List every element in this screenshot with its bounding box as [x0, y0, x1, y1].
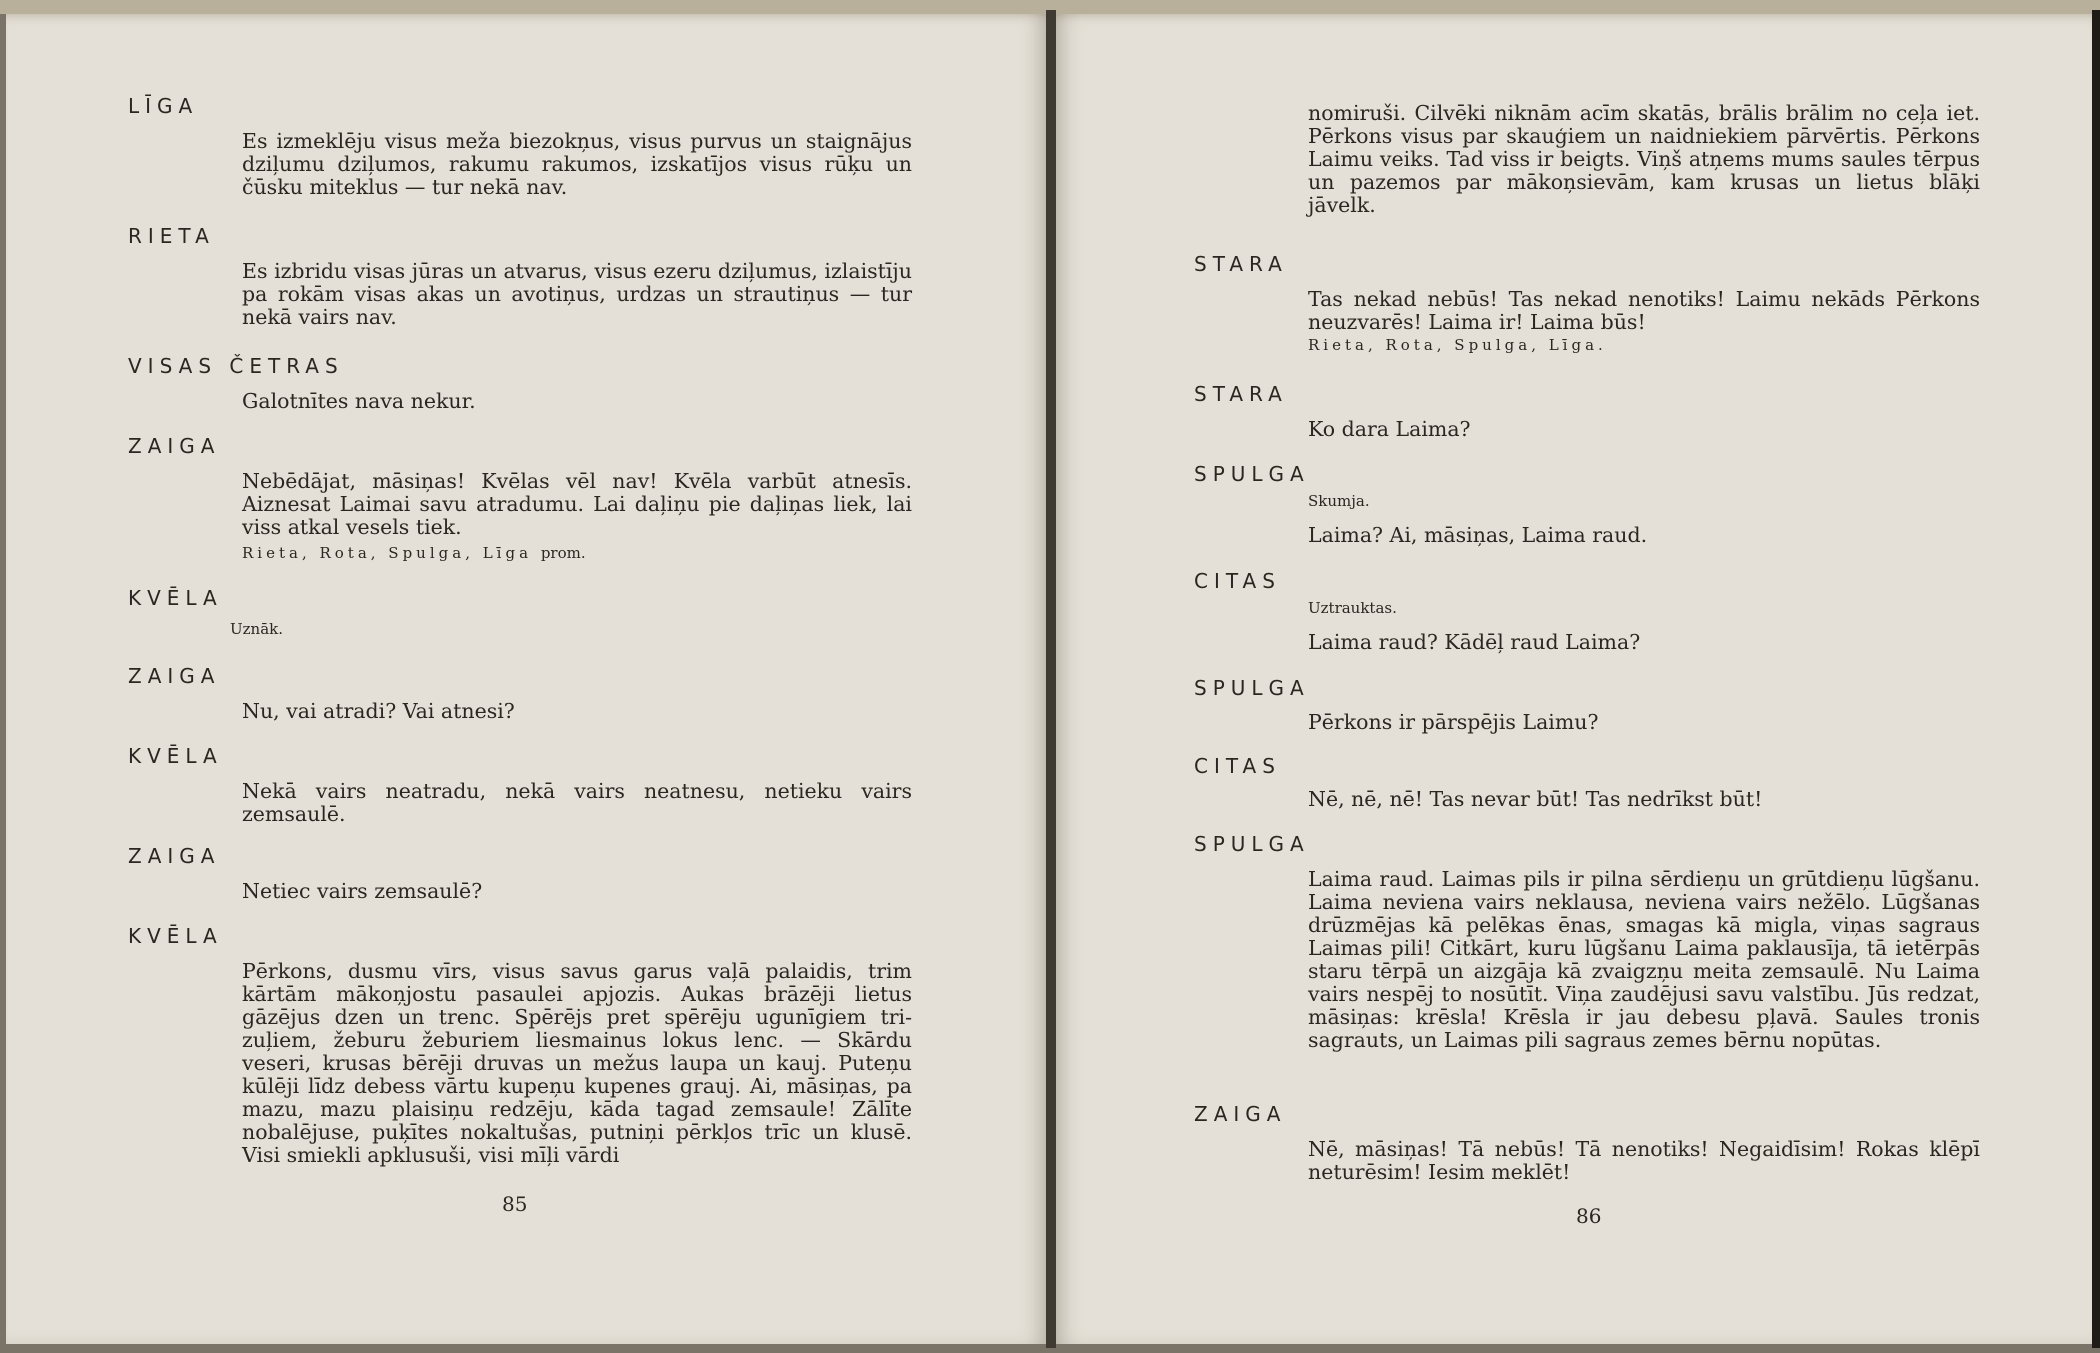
- speech-text: Ko dara Laima?: [1308, 417, 1471, 441]
- speaker-name: VISAS ČETRAS: [128, 354, 344, 378]
- speech-text: Nebēdājat, māsiņas! Kvēlas vēl nav! Kvēla varbūt atnesīs. Aiznesat Laimai savu atradumu. Lai daļiņu pie daļiņas liek, lai viss atkal vesels tiek.: [242, 469, 912, 539]
- speech-text: Nu, vai atradi? Vai atnesi?: [242, 699, 515, 723]
- speech-text: Es izbridu visas jūras un atvarus, visus ezeru dziļumus, izlaistīju pa rokām visas akas un avotiņus, urdzas un strautiņus — tur nekā vairs nav.: [242, 259, 912, 329]
- speech-text: Laima? Ai, māsiņas, Laima raud.: [1308, 523, 1648, 547]
- page-number: 86: [1576, 1204, 1602, 1228]
- speech-text: Nē, nē, nē! Tas nevar būt! Tas nedrīkst būt!: [1308, 787, 1763, 811]
- right-page: [1056, 14, 2092, 1344]
- speaker-name: LĪGA: [128, 94, 199, 118]
- speaker-name: STARA: [1194, 252, 1288, 276]
- speaker-name: SPULGA: [1194, 676, 1310, 700]
- stage-action: prom.: [540, 544, 586, 562]
- stage-note: Uztrauktas.: [1308, 599, 1397, 617]
- speaker-name: STARA: [1194, 382, 1288, 406]
- speech-text: Netiec vairs zemsaulē?: [242, 879, 483, 903]
- speaker-name: ZAIGA: [128, 434, 221, 458]
- speaker-name: CITAS: [1194, 569, 1281, 593]
- stage-direction: [242, 544, 586, 562]
- book-cover-edge: [2092, 10, 2100, 1348]
- stage-names: Rieta, Rota, Spulga, Līga: [242, 544, 533, 562]
- stage-direction: Rieta, Rota, Spulga, Līga.: [1308, 336, 1607, 354]
- book-spine: [1046, 10, 1056, 1348]
- speaker-name: ZAIGA: [1194, 1102, 1287, 1126]
- speaker-name: KVĒLA: [128, 586, 223, 610]
- speaker-name: SPULGA: [1194, 832, 1310, 856]
- speech-text: Laima raud. Laimas pils ir pilna sērdieņu un grūtdieņu lūgšanu. Laima neviena vairs neklausa, neviena vairs nežēlo. Lūgšanas drūzmējas kā pelēkas ēnas, smagas kā migla, viņas sagraus Laimas pili! Citkārt, kuru lūgšanu Laima paklausīja, tā ietērpās staru tērpā un aizgāja kā zvaigzņu meita zemsaulē. Nu Laima vairs nespēj to nosūtīt. Viņa zaudējusi savu valstību. Jūs redzat, māsiņas: krēsla! Krēsla ir jau debesu pļavā. Saules tronis sagrauts, un Laimas pili sagraus zemes bērnu nopūtas.: [1308, 867, 1980, 1052]
- speaker-name: ZAIGA: [128, 844, 221, 868]
- speaker-name: ZAIGA: [128, 664, 221, 688]
- stage-note: Skumja.: [1308, 492, 1370, 510]
- speech-text: Galotnītes nava nekur.: [242, 389, 476, 413]
- speech-text-continuation: nomiruši. Cilvēki niknām acīm skatās, brālis brālim no ceļa iet. Pērkons visus par skauģiem un naidniekiem pārvērtis. Pērkons Laimu veiks. Tad viss ir beigts. Viņš atņems mums saules tērpus un pazemos par mākoņsievām, kam krusas un lietus blāķi jāvelk.: [1308, 101, 1980, 217]
- speaker-name: KVĒLA: [128, 924, 223, 948]
- stage-note: Uznāk.: [230, 620, 284, 638]
- speaker-name: CITAS: [1194, 754, 1281, 778]
- speech-text: Nē, māsiņas! Tā nebūs! Tā nenotiks! Negaidīsim! Rokas klēpī neturēsim! Iesim meklēt!: [1308, 1137, 1980, 1184]
- speech-text: Pērkons, dusmu vīrs, visus savus garus vaļā palaidis, trim kārtām mākoņjostu pasaulei apjozis. Aukas brāzēji lietus gāzējus dzen un trenc. Spērējs pret spērēju ugunīgiem trizuļiem, žeburu žeburiem liesmainus lokus lenc. — Skārdu veseri, krusas bērēji druvas un mežus laupa un kauj. Puteņu kūlēji līdz debess vārtu kupeņu kupenes grauj. Ai, māsiņas, pa mazu, mazu plaisiņu redzēju, kāda tagad zemsaule! Zālīte nobalējuse, puķītes nokaltušas, putniņi pērkļos trīc un klusē. Visi smiekli apklusuši, visi mīļi vārdi: [242, 959, 912, 1167]
- left-page: [6, 14, 1046, 1344]
- speech-text: Laima raud? Kādēļ raud Laima?: [1308, 630, 1641, 654]
- page-number: 85: [502, 1192, 528, 1216]
- speech-text: Tas nekad nebūs! Tas nekad nenotiks! Laimu nekāds Pērkons neuzvarēs! Laima ir! Laima būs!: [1308, 287, 1980, 334]
- speech-text: Es izmeklēju visus meža biezokņus, visus purvus un staignājus dziļumu dziļumos, rakumu rakumos, izskatījos visus rūķu un čūsku miteklus — tur nekā nav.: [242, 129, 912, 199]
- speaker-name: RIETA: [128, 224, 215, 248]
- speaker-name: SPULGA: [1194, 462, 1310, 486]
- speech-text: Pērkons ir pārspējis Laimu?: [1308, 710, 1599, 734]
- speech-text: Nekā vairs neatradu, nekā vairs neatnesu, netieku vairs zemsaulē.: [242, 779, 912, 826]
- speaker-name: KVĒLA: [128, 744, 223, 768]
